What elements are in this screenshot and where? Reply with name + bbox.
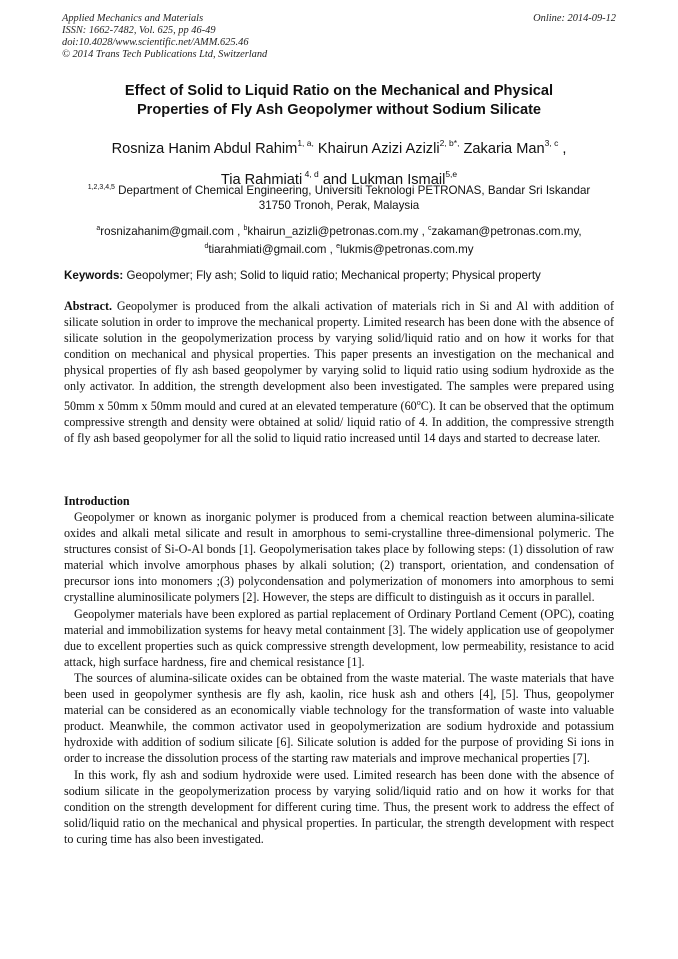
keywords [64, 268, 616, 283]
email-marker: c [428, 224, 432, 232]
affiliation-marker: 1,2,3,4,5 [87, 184, 115, 191]
online-date: Online: 2014-09-12 [533, 13, 616, 24]
abstract [64, 298, 614, 446]
paragraph: Geopolymer materials have been explored as partial replacement of Ordinary Portland Cement (OPC), coating material and immobilization systems for heavy metal containment [3]. The widely application use of geopolymer due to excellent properties such as quick compressive strength development, low permeability, resistance to acid attack, high surface hardness, fire and chemical resistance [1]. [64, 606, 614, 669]
email-line-1 [56, 221, 622, 239]
degree-symbol: o [416, 397, 421, 407]
author-affiliation-marker: 3, c [544, 138, 559, 148]
abstract-text: Geopolymer is produced from the alkali activation of materials rich in Si and Al with addition of silicate solution in order to improve the mechanical property. Limited research has been done with the absence of silicate solution in the geopolymerization process by varying solid/liquid ratio and on how it works for that condition on mechanical and physical properties. This paper presents an investigation on the mechanical and physical properties of fly ash based geopolymer by varying solid to liquid ratio using sodium hydroxide as the only activator. In addition, the strength development also been investigated. The samples were prepared using 50mm x 50mm x 50mm mould and cured at an elevated temperature (60 [64, 299, 614, 413]
journal-issn: ISSN: 1662-7482, Vol. 625, pp 46-49 [62, 25, 216, 36]
email-address: lukmis@petronas.com.my [340, 242, 474, 256]
email-address: rosnizahanim@gmail.com , [100, 224, 244, 238]
email-marker: b [243, 224, 248, 232]
author-name: Lukman Ismail [351, 171, 446, 188]
author-name: Khairun Azizi Azizli [317, 140, 440, 157]
author-name: Zakaria Man [463, 140, 545, 157]
affiliation-block [56, 180, 622, 257]
email-line-2 [56, 239, 622, 257]
keywords-label: Keywords: [64, 269, 124, 282]
affiliation-text: Department of Chemical Engineering, Universiti Teknologi PETRONAS, Bandar Sri Iskandar [114, 183, 591, 197]
paragraph: In this work, fly ash and sodium hydroxide were used. Limited research has been done with the absence of sodium silicate in the geopolymerization process by varying solid/liquid ratio and on how it works for that condition on the strength development for different curing time. Thus, the present work to address the effect of solid/liquid ratio on the mechanical and physical properties. In particular, the strength development with respect to curing time has also been investigated. [64, 767, 614, 846]
introduction-body [64, 509, 614, 847]
email-marker: a [96, 224, 101, 232]
paragraph: The sources of alumina-silicate oxides can be obtained from the waste material. The waste materials that have been used in geopolymer synthesis are fly ash, kaolin, rice husk ash and others [4], [5]. Thus, geopolymer material can be considered as an economically viable technology for the transformation of waste into valuable product. Meanwhile, the common activator used in geopolymerization are sodium hydroxide and potassium hydroxide with addition of sodium silicate [6]. Silicate solution is added for the purpose of providing Si ions in order to increase the dissolution process of the starting raw materials and improve mechanical properties [7]. [64, 670, 614, 766]
author-name: Rosniza Hanim Abdul Rahim [111, 140, 298, 157]
author-name: Tia Rahmiati [220, 171, 303, 188]
abstract-text-continued: C). It can be observed that the optimum compressive strength and density were obtained at solid/ liquid ratio of 4. In addition, the compressive strength of fly ash based geopolymer for all the solid to liquid ratio increased until 14 days and started to decrease later. [64, 398, 614, 445]
author-affiliation-marker: 1, a, [297, 138, 314, 148]
author-affiliation-marker: 5,e [445, 168, 458, 179]
journal-header [62, 13, 616, 61]
section-heading-introduction: Introduction [64, 494, 130, 508]
title-line-2: Properties of Fly Ash Geopolymer without Sodium Silicate [136, 101, 542, 118]
email-marker: d [204, 242, 209, 250]
email-marker: e [336, 242, 340, 250]
affiliation-line-2: 31750 Tronoh, Perak, Malaysia [258, 198, 420, 212]
email-address: tiarahmiati@gmail.com , [208, 242, 337, 256]
journal-doi: doi:10.4028/www.scientific.net/AMM.625.46 [62, 37, 249, 48]
author-separator: and [318, 171, 352, 188]
journal-name: Applied Mechanics and Materials [62, 13, 204, 24]
title-line-1: Effect of Solid to Liquid Ratio on the Mechanical and Physical [124, 83, 554, 99]
journal-copyright: © 2014 Trans Tech Publications Ltd, Switzerland [62, 49, 268, 60]
email-address: khairun_azizli@petronas.com.my , [247, 224, 429, 238]
author-separator: , [558, 140, 567, 157]
paragraph: Geopolymer or known as inorganic polymer is produced from a chemical reaction between alumina-silicate oxides and alkali metal silicate and result in amorphous to semi-crystalline three-dimensional polymeric. The structures consist of Si-O-Al bonds [1]. Geopolymerisation takes place by following steps: (1) dissolution of raw material which involve amorphous phases by alkali solution; (2) transport, orientation, and condensation of precursor ions into monomers ;(3) polycondensation and polymerization of monomers into amorphous to semi crystalline aluminosilicate polymers [2]. However, the steps are difficult to distinguish as it occurs in parallel. [64, 510, 614, 605]
paper-title [64, 82, 614, 119]
author-affiliation-marker: 4, d [302, 168, 319, 179]
affiliation-line-1 [56, 180, 622, 198]
keywords-text: Geopolymer; Fly ash; Solid to liquid ratio; Mechanical property; Physical property [123, 269, 541, 282]
abstract-label: Abstract. [64, 299, 113, 313]
author-affiliation-marker: 2, b*, [439, 138, 460, 148]
email-address: zakaman@petronas.com.my, [431, 224, 582, 238]
